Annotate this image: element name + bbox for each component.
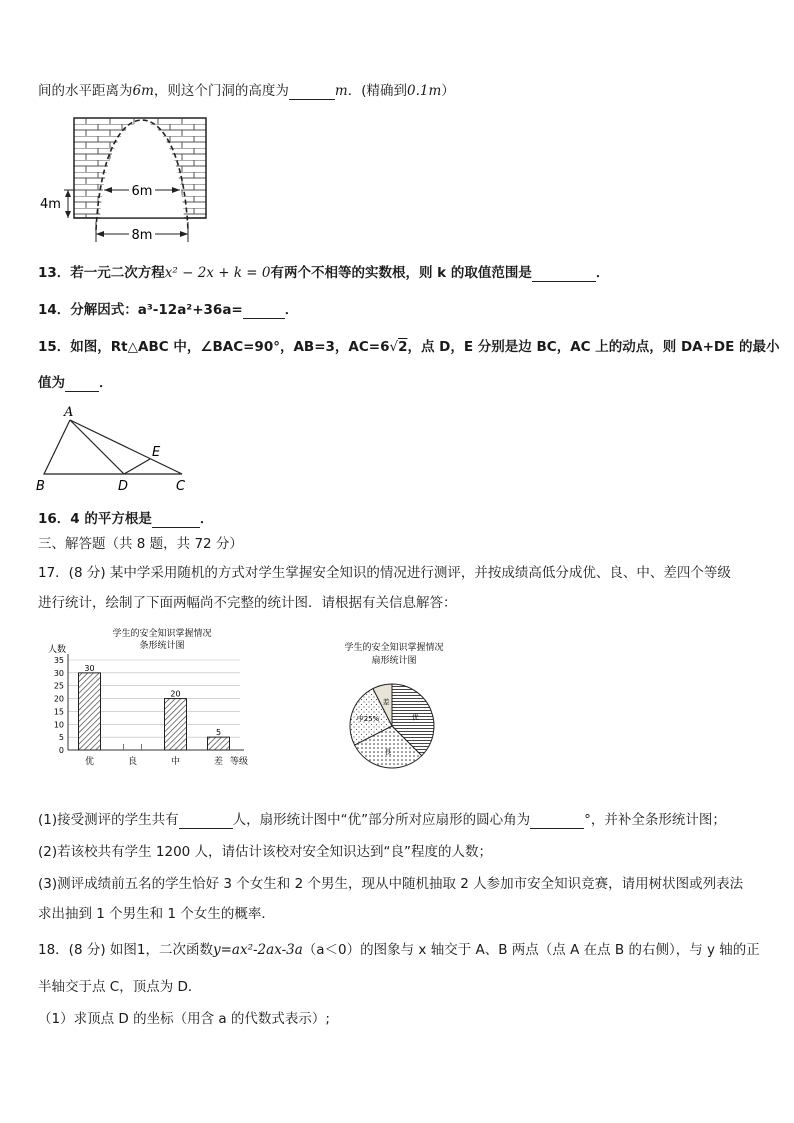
q12-text-4: ） <box>441 83 455 99</box>
label-C: C <box>176 479 186 494</box>
q17-sub1-text-1: (1)接受测评的学生共有 <box>38 812 179 828</box>
label-B: B <box>36 479 45 494</box>
q12-tail <box>38 82 455 100</box>
q15-line2 <box>38 374 113 392</box>
q14-answer-blank[interactable] <box>243 304 285 319</box>
y-tick-label: 20 <box>53 694 64 704</box>
q12-text-3: ．(精确到 <box>347 83 407 99</box>
bar-value-label: 20 <box>170 689 181 699</box>
q17-blank-angle[interactable] <box>530 814 584 829</box>
bar-value-label: 5 <box>215 728 222 738</box>
pie-chart <box>320 638 480 778</box>
category-label: 优 <box>84 757 95 767</box>
q12-text-2: ，则这个门洞的高度为 <box>153 83 289 99</box>
q14-text: 14．分解因式：a³-12a²+36a= <box>38 302 243 318</box>
category-label: 良 <box>127 757 138 767</box>
pie-chart-subtitle: 扇形统计图 <box>371 656 417 666</box>
q12-dist: 6m <box>132 83 154 99</box>
q18-text-1: 18．(8 分) 如图1，二次函数 <box>38 942 213 958</box>
q12-precision: 0.1m <box>406 83 442 99</box>
q17-sub2: (2)若该校共有学生 1200 人，请估计该校对安全知识达到“良”程度的人数； <box>38 844 493 860</box>
bar-差 <box>208 737 230 750</box>
q14-end: ． <box>284 302 299 318</box>
sqrt-symbol: √ <box>389 339 399 355</box>
q12-answer-blank[interactable] <box>289 85 335 100</box>
q16-end: ． <box>199 511 214 527</box>
q17-sub1 <box>38 811 726 829</box>
q14 <box>38 301 298 319</box>
y-tick-label: 0 <box>58 746 64 755</box>
y-tick-label: 35 <box>53 656 64 665</box>
q15-line1 <box>38 338 780 356</box>
q17-line2: 进行统计，绘制了下面两幅尚不完整的统计图．请根据有关信息解答： <box>38 595 457 611</box>
q18-line1 <box>38 941 760 959</box>
q18-text-2: （a＜0）的图象与 x 轴交于 A、B 两点（点 A 在点 B 的右侧），与 y 轴的正 <box>302 942 760 958</box>
q13-text-1: 13．若一元二次方程 <box>38 265 165 281</box>
label-8m: 8m <box>131 228 153 243</box>
label-6m: 6m <box>131 184 153 199</box>
q17-sub1-text-3: °，并补全条形统计图； <box>584 812 726 828</box>
section-heading: 三、解答题（共 8 题，共 72 分） <box>38 536 243 552</box>
bar-优 <box>79 673 101 750</box>
y-tick-label: 5 <box>58 733 64 743</box>
q17-sub3-line2: 求出抽到 1 个男生和 1 个女生的概率． <box>38 906 275 922</box>
bar-chart-title: 学生的安全知识掌握情况 <box>112 629 212 639</box>
y-tick-label: 10 <box>53 720 64 730</box>
pie-label: 差 <box>382 698 390 707</box>
bar-chart-xlabel: 等级 <box>230 757 249 767</box>
category-label: 中 <box>170 757 181 767</box>
q18-sub1: （1）求顶点 D 的坐标（用含 a 的代数式表示）; <box>38 1011 330 1027</box>
q13 <box>38 264 609 282</box>
label-E: E <box>152 445 161 460</box>
q15-triangle-figure <box>32 402 202 494</box>
q16 <box>38 510 213 528</box>
q15-text-3: 值为 <box>38 375 65 391</box>
y-tick-label: 30 <box>53 668 64 678</box>
q15-sqrt-arg: 2 <box>398 339 408 355</box>
y-tick-label: 25 <box>53 681 64 691</box>
bar-chart <box>40 624 280 774</box>
q15-text-2: ，点 D，E 分别是边 BC，AC 上的动点，则 DA+DE 的最小 <box>407 339 780 355</box>
q17-sub3-line1: (3)测评成绩前五名的学生恰好 3 个女生和 2 个男生，现从中随机抽取 2 人参加市安全知识竞赛，请用树状图或列表法 <box>38 876 744 892</box>
q16-answer-blank[interactable] <box>152 513 200 528</box>
q17-line1: 17．(8 分) 某中学采用随机的方式对学生掌握安全知识的情况进行测评，并按成绩高低分成优、良、中、差四个等级 <box>38 565 731 581</box>
q12-arch-figure <box>38 112 218 248</box>
q16-text: 16．4 的平方根是 <box>38 511 152 527</box>
pie-label: 优 <box>411 713 419 722</box>
q17-blank-total[interactable] <box>179 814 233 829</box>
bar-value-label: 30 <box>84 663 95 673</box>
q15-answer-blank[interactable] <box>65 377 99 392</box>
q13-text-2: 有两个不相等的实数根，则 k 的取值范围是 <box>270 265 532 281</box>
q18-line2: 半轴交于点 C，顶点为 D． <box>38 979 202 995</box>
label-A: A <box>64 405 74 420</box>
pie-label: 良 <box>384 747 392 756</box>
q13-end: ． <box>595 265 610 281</box>
q15-end: ． <box>99 375 113 391</box>
bar-中 <box>165 699 187 750</box>
q12-text-1: 间的水平距离为 <box>38 83 133 99</box>
q13-equation: x² − 2x + k = 0 <box>164 265 271 281</box>
label-D: D <box>118 479 129 494</box>
pie-label: 中25% <box>356 715 380 724</box>
q17-sub1-text-2: 人，扇形统计图中“优”部分所对应扇形的圆心角为 <box>232 812 531 828</box>
q18-function: y=ax²-2ax-3a <box>212 942 303 958</box>
q12-unit: m <box>334 83 348 99</box>
bar-chart-ylabel: 人数 <box>48 645 67 655</box>
bar-chart-subtitle: 条形统计图 <box>139 641 185 651</box>
label-4m: 4m <box>40 197 61 212</box>
q15-text-1: 15．如图，Rt△ABC 中，∠BAC=90°，AB=3，AC=6 <box>38 339 390 355</box>
y-tick-label: 15 <box>53 707 64 717</box>
pie-chart-title: 学生的安全知识掌握情况 <box>344 643 444 653</box>
q13-answer-blank[interactable] <box>532 267 596 282</box>
category-label: 差 <box>213 757 224 767</box>
